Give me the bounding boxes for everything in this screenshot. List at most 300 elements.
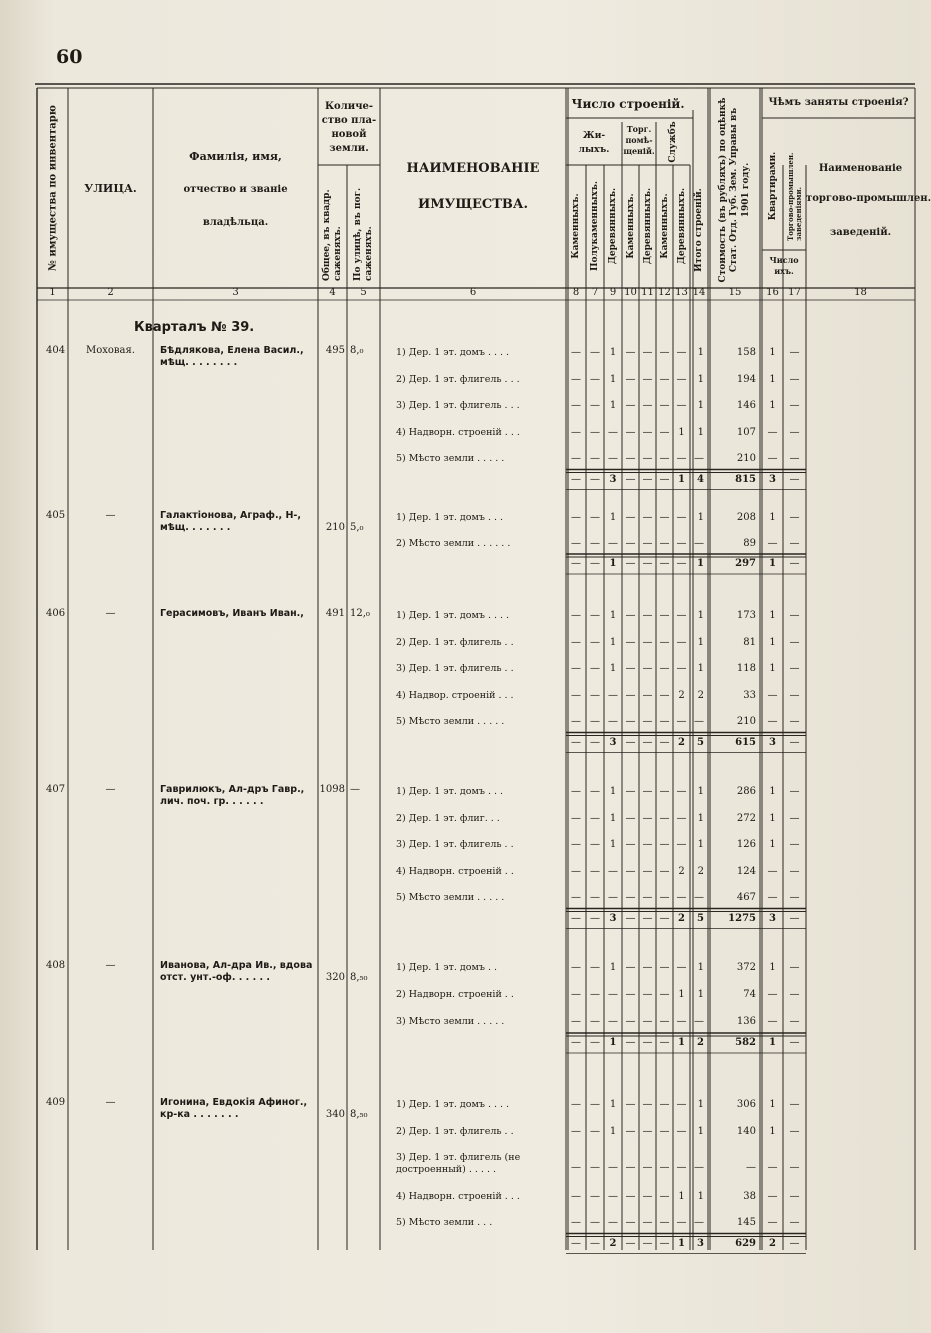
apartments-count: —	[767, 1162, 778, 1173]
inventory-number: 407	[46, 784, 66, 795]
building-count: —	[642, 716, 653, 727]
sum-building-count: —	[590, 1037, 600, 1048]
property-item: 4) Надвор. строеній . . .	[396, 689, 514, 701]
building-count: —	[625, 1217, 636, 1228]
sum-building-count: 2	[678, 912, 685, 924]
building-count: —	[625, 839, 636, 850]
land-area: 320	[325, 972, 345, 983]
building-count: —	[625, 663, 636, 674]
property-item: 3) Дер. 1 эт. флигель (не достроенный) . . . . .	[396, 1152, 521, 1175]
sum-building-count: —	[590, 473, 600, 485]
sum-value: 297	[735, 558, 756, 569]
property-value: 372	[736, 962, 756, 973]
property-item: 4) Надворн. строеній . .	[396, 865, 514, 877]
total-buildings: 1	[697, 839, 704, 850]
property-value: 272	[736, 812, 756, 824]
building-count: 1	[609, 1125, 617, 1137]
trade-count: —	[789, 1190, 800, 1202]
building-count: —	[571, 426, 581, 438]
building-count: —	[642, 453, 653, 464]
building-count: —	[590, 663, 600, 674]
apartments-count: —	[767, 1016, 778, 1027]
building-count: —	[642, 989, 653, 1000]
building-count: —	[590, 716, 600, 727]
sum-building-count: —	[590, 1237, 600, 1249]
sum-building-count: —	[590, 912, 600, 924]
property-item: 2) Дер. 1 эт. флигель . .	[396, 1125, 514, 1137]
column-number: 7	[591, 287, 599, 298]
property-value: 38	[743, 1190, 756, 1202]
total-buildings: 2	[697, 865, 704, 877]
street-name: —	[105, 608, 116, 619]
property-value: 208	[736, 512, 756, 523]
land-area: 1098	[319, 784, 345, 795]
property-value: 210	[736, 453, 756, 464]
building-count: —	[571, 610, 581, 621]
building-count: —	[608, 716, 618, 727]
building-count: —	[608, 1190, 618, 1202]
trade-count: —	[789, 1125, 800, 1137]
property-value: 306	[736, 1099, 756, 1110]
building-count: —	[676, 1125, 687, 1137]
building-count: —	[642, 347, 653, 358]
trade-header-1: Торг.	[626, 124, 652, 134]
property-item: 3) Дер. 1 эт. флигель . .	[396, 663, 514, 674]
building-count: —	[590, 1099, 600, 1110]
building-count: 1	[678, 426, 685, 438]
property-value: 173	[736, 610, 756, 621]
buildings-subheader: Каменныхъ.	[625, 193, 636, 259]
building-count: —	[676, 610, 687, 621]
trade-count: —	[789, 892, 800, 903]
building-count: —	[642, 839, 653, 850]
apartments-count: 1	[769, 839, 776, 850]
living-header-1: Жи-	[582, 131, 606, 141]
names-header-1: Наименованіе	[818, 163, 903, 174]
trade-count: —	[789, 1217, 800, 1228]
building-count: —	[590, 989, 600, 1000]
sum-value: 615	[735, 736, 756, 748]
apartments-count: —	[767, 865, 778, 877]
property-item: 4) Надворн. строеній . . .	[396, 426, 520, 438]
trade-count: —	[789, 865, 800, 877]
owner-header-3: владѣльца.	[202, 217, 269, 228]
building-count: —	[659, 1125, 670, 1137]
apartments-count: —	[767, 1217, 778, 1228]
total-buildings: 1	[697, 347, 704, 358]
building-count: —	[590, 1190, 600, 1202]
building-count: —	[590, 636, 600, 648]
building-count: —	[659, 786, 670, 797]
property-item: 5) Мѣсто земли . . . . .	[396, 716, 505, 727]
building-count: —	[659, 716, 670, 727]
building-count: —	[676, 453, 687, 464]
sum-building-count: —	[625, 736, 636, 748]
building-count: —	[571, 1016, 581, 1027]
building-count: —	[642, 1162, 653, 1173]
trade-count: —	[789, 962, 800, 973]
street-frontage: 8,₀	[350, 345, 364, 356]
building-count: —	[676, 373, 687, 385]
property-item: 5) Мѣсто земли . . .	[396, 1217, 493, 1228]
building-count: —	[625, 538, 636, 549]
property-value: 33	[743, 689, 756, 701]
buildings-subheader: Деревянныхъ.	[642, 187, 653, 265]
apartments-count: —	[767, 453, 778, 464]
column-number: 15	[728, 287, 742, 298]
apartments-count: —	[767, 689, 778, 701]
building-count: 1	[609, 786, 617, 797]
sum-apartments: 1	[769, 1037, 776, 1048]
building-count: —	[608, 1016, 618, 1027]
building-count: —	[608, 1162, 618, 1173]
building-count: —	[642, 812, 653, 824]
trade-count: —	[789, 400, 800, 411]
names-header-3: заведеній.	[829, 227, 892, 238]
building-count: —	[659, 538, 670, 549]
building-count: —	[608, 689, 618, 701]
trade-count: —	[789, 373, 800, 385]
building-count: 2	[678, 689, 685, 701]
owner-name: Гаврилюкъ, Ал-дръ Гавр., лич. поч. гр. . . . . .	[160, 784, 305, 808]
total-buildings: 1	[697, 610, 704, 621]
apartments-count: 1	[769, 962, 776, 973]
apartments-count: —	[767, 716, 778, 727]
apartments-header: Квартирами.	[767, 151, 778, 221]
building-count: —	[625, 812, 636, 824]
names-header-2: торгово-промышлен.	[806, 193, 931, 204]
service-header: Службъ	[668, 121, 678, 163]
building-count: —	[571, 839, 581, 850]
buildings-subheader: Деревянныхъ.	[676, 187, 687, 265]
building-count: —	[590, 1016, 600, 1027]
apartments-count: 1	[769, 347, 776, 358]
building-count: —	[590, 400, 600, 411]
building-count: —	[659, 1190, 670, 1202]
sum-building-count: —	[571, 558, 581, 569]
property-item: 3) Дер. 1 эт. флигель . . .	[396, 400, 520, 411]
sum-total-buildings: 1	[697, 558, 704, 569]
sum-apartments: 3	[769, 736, 776, 748]
owner-header-2: отчество и званіе	[183, 184, 288, 195]
building-count: —	[625, 400, 636, 411]
trade-count: —	[789, 426, 800, 438]
building-count: —	[625, 689, 636, 701]
property-header-2: ИМУЩЕСТВА.	[417, 197, 529, 212]
sum-building-count: 2	[678, 736, 685, 748]
building-count: —	[590, 812, 600, 824]
street-frontage: 8,₅₀	[350, 1109, 368, 1120]
building-count: —	[590, 373, 600, 385]
building-count: —	[590, 1217, 600, 1228]
building-count: —	[590, 1162, 600, 1173]
building-count: 1	[609, 962, 617, 973]
building-count: —	[590, 962, 600, 973]
buildings-header: Число строеній.	[571, 97, 685, 111]
total-buildings: —	[694, 453, 704, 464]
trade-industry-header: Торгово-промышлен. заведеніями.	[785, 152, 803, 241]
buildings-subheader: Полукаменныхъ.	[590, 180, 600, 272]
sum-building-count: 1	[678, 473, 685, 485]
sum-total-buildings: 3	[697, 1237, 704, 1249]
building-count: —	[625, 962, 636, 973]
property-header-1: НАИМЕНОВАНІЕ	[406, 161, 540, 176]
sum-building-count: 1	[678, 1037, 685, 1048]
property-item: 1) Дер. 1 эт. домъ . .	[396, 962, 497, 973]
building-count: —	[590, 839, 600, 850]
street-name: —	[105, 510, 116, 521]
property-value: 210	[736, 716, 756, 727]
apartments-count: 1	[769, 786, 776, 797]
street-name: —	[105, 784, 116, 795]
sum-building-count: —	[571, 912, 581, 924]
buildings-subheader: Каменныхъ.	[659, 193, 670, 259]
sum-total-buildings: 2	[697, 1037, 704, 1048]
street-name: Моховая.	[86, 345, 135, 356]
apartments-count: 1	[769, 812, 776, 824]
street-header: УЛИЦА.	[84, 182, 137, 195]
sum-building-count: —	[571, 1037, 581, 1048]
property-value: 107	[736, 426, 756, 438]
sum-building-count: 1	[678, 1237, 685, 1249]
building-count: 1	[609, 610, 617, 621]
trade-count: —	[789, 716, 800, 727]
building-count: —	[676, 400, 687, 411]
building-count: —	[625, 865, 636, 877]
building-count: —	[571, 989, 581, 1000]
building-count: —	[608, 426, 618, 438]
trade-count: —	[789, 636, 800, 648]
building-count: —	[676, 538, 687, 549]
apartments-count: 1	[769, 1099, 776, 1110]
building-count: —	[676, 1016, 687, 1027]
building-count: —	[571, 892, 581, 903]
building-count: 1	[609, 400, 617, 411]
building-count: —	[642, 892, 653, 903]
buildings-subheader: Деревянныхъ.	[608, 187, 618, 265]
trade-count: —	[789, 663, 800, 674]
building-count: —	[642, 865, 653, 877]
trade-count: —	[789, 538, 800, 549]
total-buildings: 1	[697, 812, 704, 824]
building-count: —	[642, 400, 653, 411]
total-buildings: 1	[697, 636, 704, 648]
apartments-count: —	[767, 989, 778, 1000]
building-count: —	[625, 1016, 636, 1027]
land-area: 491	[325, 608, 345, 619]
total-buildings: 1	[697, 962, 704, 973]
building-count: —	[642, 1217, 653, 1228]
sum-building-count: 3	[609, 912, 617, 924]
total-buildings: 1	[697, 786, 704, 797]
land-header-4: земли.	[329, 143, 369, 154]
building-count: —	[642, 636, 653, 648]
building-count: —	[642, 689, 653, 701]
building-count: —	[659, 689, 670, 701]
building-count: —	[571, 347, 581, 358]
column-number: 17	[788, 287, 801, 298]
sum-value: 815	[735, 473, 756, 485]
sum-building-count: —	[625, 473, 636, 485]
building-count: —	[590, 892, 600, 903]
building-count: —	[625, 636, 636, 648]
building-count: —	[676, 1162, 687, 1173]
trade-count: —	[789, 786, 800, 797]
property-value: —	[746, 1162, 756, 1173]
building-count: —	[659, 989, 670, 1000]
land-area: 340	[325, 1109, 345, 1120]
building-count: —	[571, 373, 581, 385]
property-value: 126	[736, 839, 756, 850]
apartments-count: —	[767, 892, 778, 903]
property-item: 4) Надворн. строеній . . .	[396, 1190, 520, 1202]
sum-total-buildings: 5	[697, 736, 704, 748]
building-count: —	[571, 786, 581, 797]
building-count: —	[571, 865, 581, 877]
building-count: —	[571, 812, 581, 824]
sum-building-count: —	[571, 736, 581, 748]
sum-building-count: —	[625, 558, 636, 569]
property-value: 124	[736, 865, 756, 877]
building-count: —	[590, 689, 600, 701]
building-count: —	[642, 1016, 653, 1027]
building-count: —	[676, 347, 687, 358]
building-count: —	[659, 1099, 670, 1110]
building-count: —	[659, 1217, 670, 1228]
building-count: —	[642, 1099, 653, 1110]
building-count: —	[571, 962, 581, 973]
total-buildings: 1	[697, 373, 704, 385]
total-buildings: —	[694, 1016, 704, 1027]
sum-building-count: —	[625, 1037, 636, 1048]
land-header-2: ство пла-	[321, 115, 377, 126]
total-buildings: 1	[697, 989, 704, 1000]
building-count: —	[608, 989, 618, 1000]
sum-building-count: 3	[609, 736, 617, 748]
building-count: —	[642, 786, 653, 797]
column-number: 3	[232, 287, 239, 298]
building-count: —	[625, 373, 636, 385]
land-area: 210	[325, 522, 345, 533]
sum-building-count: 1	[609, 1037, 617, 1048]
building-count: —	[608, 865, 618, 877]
count-header-2: ихъ.	[774, 266, 794, 276]
sum-building-count: —	[659, 558, 670, 569]
building-count: —	[625, 426, 636, 438]
building-count: —	[659, 347, 670, 358]
sum-trade: —	[789, 558, 800, 569]
building-count: 1	[609, 1099, 617, 1110]
column-number: 1	[49, 287, 56, 298]
trade-count: —	[789, 1016, 800, 1027]
property-value: 140	[736, 1125, 756, 1137]
column-number: 16	[766, 287, 779, 298]
building-count: —	[625, 347, 636, 358]
total-buildings: —	[694, 892, 704, 903]
building-count: 1	[609, 812, 617, 824]
trade-count: —	[789, 453, 800, 464]
property-value: 81	[743, 636, 756, 648]
owner-name: Иванова, Ал-дра Ив., вдова отст. унт.-оф. . . . . .	[160, 960, 313, 984]
building-count: —	[590, 538, 600, 549]
street-frontage: —	[350, 784, 360, 795]
building-count: —	[642, 1190, 653, 1202]
land-area: 495	[325, 345, 345, 356]
building-count: —	[642, 426, 653, 438]
sum-apartments: 3	[769, 473, 776, 485]
building-count: —	[571, 1162, 581, 1173]
apartments-count: 1	[769, 400, 776, 411]
building-count: —	[625, 453, 636, 464]
column-number: 4	[329, 287, 336, 298]
building-count: —	[676, 892, 687, 903]
property-value: 467	[736, 892, 756, 903]
building-count: —	[608, 538, 618, 549]
building-count: —	[676, 663, 687, 674]
trade-header-3: щеній.	[623, 146, 655, 156]
building-count: —	[608, 892, 618, 903]
building-count: —	[590, 453, 600, 464]
building-count: —	[642, 538, 653, 549]
inventory-number: 404	[46, 345, 66, 356]
property-value: 89	[743, 538, 756, 549]
sum-building-count: —	[625, 1237, 636, 1249]
land-total-header: Общее, въ квадр. саженяхъ.	[321, 189, 343, 281]
trade-count: —	[789, 812, 800, 824]
property-item: 2) Дер. 1 эт. флигель . .	[396, 636, 514, 648]
land-street-header: По улицѣ, въ пог. саженяхъ.	[352, 187, 374, 281]
column-number: 13	[675, 287, 688, 298]
building-count: —	[625, 1162, 636, 1173]
total-buildings: 1	[697, 663, 704, 674]
building-count: —	[571, 1099, 581, 1110]
building-count: —	[625, 512, 636, 523]
building-count: —	[590, 610, 600, 621]
building-count: —	[571, 1125, 581, 1137]
total-buildings: —	[694, 1217, 704, 1228]
apartments-count: —	[767, 538, 778, 549]
sum-trade: —	[789, 912, 800, 924]
owner-name: Герасимовъ, Иванъ Иван.,	[160, 608, 304, 619]
trade-count: —	[789, 347, 800, 358]
street-name: —	[105, 960, 116, 971]
building-count: —	[676, 1217, 687, 1228]
sum-building-count: —	[642, 736, 653, 748]
property-value: 158	[736, 347, 756, 358]
count-header-1: Число	[769, 255, 799, 265]
owner-name: Игонина, Евдокія Афиног., кр-ка . . . . . . .	[160, 1097, 308, 1121]
sum-trade: —	[789, 473, 800, 485]
apartments-count: 1	[769, 636, 776, 648]
total-buildings: 1	[697, 512, 704, 523]
building-count: —	[659, 512, 670, 523]
sum-value: 582	[735, 1037, 756, 1048]
building-count: —	[571, 538, 581, 549]
sum-building-count: —	[642, 473, 653, 485]
building-count: —	[625, 989, 636, 1000]
sum-apartments: 2	[769, 1237, 776, 1249]
apartments-count: 1	[769, 1125, 776, 1137]
property-item: 2) Мѣсто земли . . . . . .	[396, 538, 511, 549]
inventory-number: 406	[46, 608, 66, 619]
apartments-count: 1	[769, 373, 776, 385]
building-count: —	[642, 512, 653, 523]
sum-building-count: —	[571, 1237, 581, 1249]
building-count: —	[642, 373, 653, 385]
property-item: 1) Дер. 1 эт. домъ . . . .	[396, 610, 510, 621]
building-count: —	[676, 786, 687, 797]
building-count: —	[659, 865, 670, 877]
